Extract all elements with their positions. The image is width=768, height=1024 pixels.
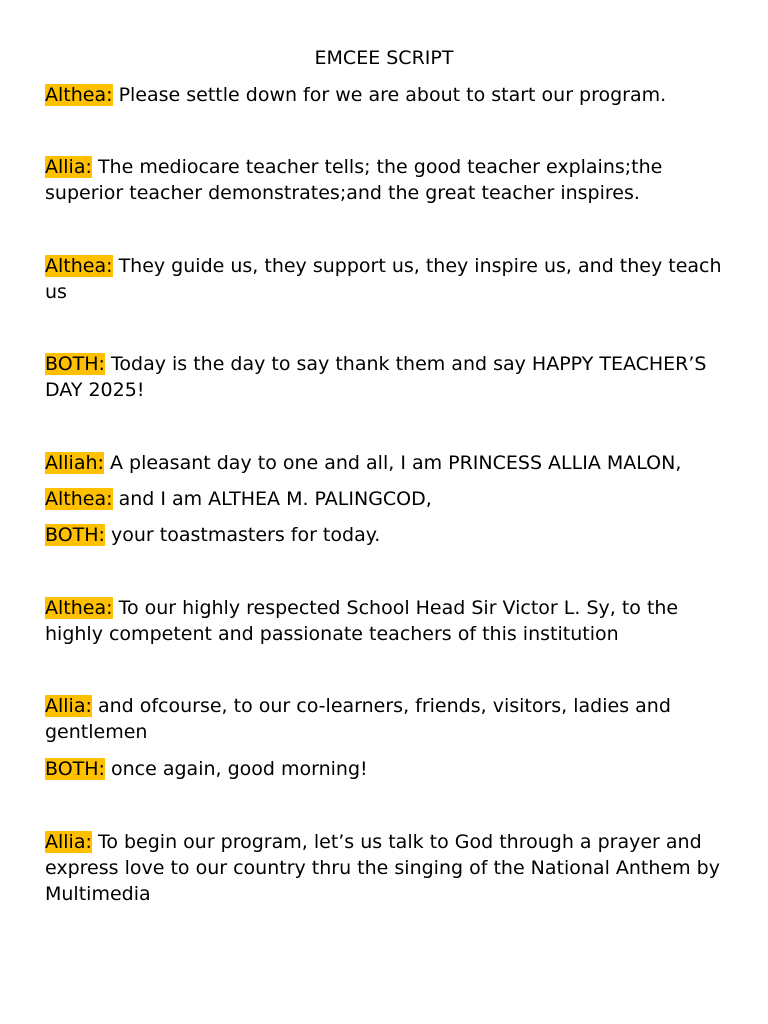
- speaker-label: Allia:: [45, 695, 92, 717]
- script-line: [45, 450, 735, 476]
- script-line: [45, 154, 735, 206]
- script-line: [45, 829, 735, 907]
- script-line: [45, 351, 735, 403]
- script-line: [45, 522, 735, 548]
- line-text: The mediocare teacher tells; the good teacher explains;the superior teacher demonstrates;and the great teacher inspires.: [45, 156, 663, 204]
- speaker-label: Althea:: [45, 84, 113, 106]
- speaker-label: Althea:: [45, 488, 113, 510]
- speaker-label: BOTH:: [45, 353, 105, 375]
- line-text: To our highly respected School Head Sir Victor L. Sy, to the highly competent and passionate teachers of this institution: [45, 597, 679, 645]
- speaker-label: Althea:: [45, 597, 113, 619]
- speaker-label: Allia:: [45, 156, 92, 178]
- speaker-label: Alliah:: [45, 452, 104, 474]
- line-text: Today is the day to say thank them and say HAPPY TEACHER’S DAY 2025!: [45, 353, 707, 401]
- line-text: and I am ALTHEA M. PALINGCOD,: [118, 488, 432, 510]
- line-text: A pleasant day to one and all, I am PRINCESS ALLIA MALON,: [109, 452, 682, 474]
- line-text: Please settle down for we are about to start our program.: [118, 84, 667, 106]
- script-line: [45, 693, 735, 745]
- script-line: [45, 486, 735, 512]
- line-text: once again, good morning!: [111, 758, 368, 780]
- line-text: and ofcourse, to our co-learners, friends, visitors, ladies and gentlemen: [45, 695, 671, 743]
- script-line: [45, 253, 735, 305]
- script-line: [45, 82, 735, 108]
- line-text: To begin our program, let’s us talk to God through a prayer and express love to our country thru the singing of the National Anthem by Multimedia: [45, 831, 720, 905]
- line-text: They guide us, they support us, they inspire us, and they teach us: [45, 255, 722, 303]
- speaker-label: BOTH:: [45, 758, 105, 780]
- script-line: [45, 595, 735, 647]
- document-title: EMCEE SCRIPT: [314, 47, 454, 69]
- script-line: [45, 756, 735, 782]
- speaker-label: Althea:: [45, 255, 113, 277]
- speaker-label: BOTH:: [45, 524, 105, 546]
- line-text: your toastmasters for today.: [111, 524, 381, 546]
- speaker-label: Allia:: [45, 831, 92, 853]
